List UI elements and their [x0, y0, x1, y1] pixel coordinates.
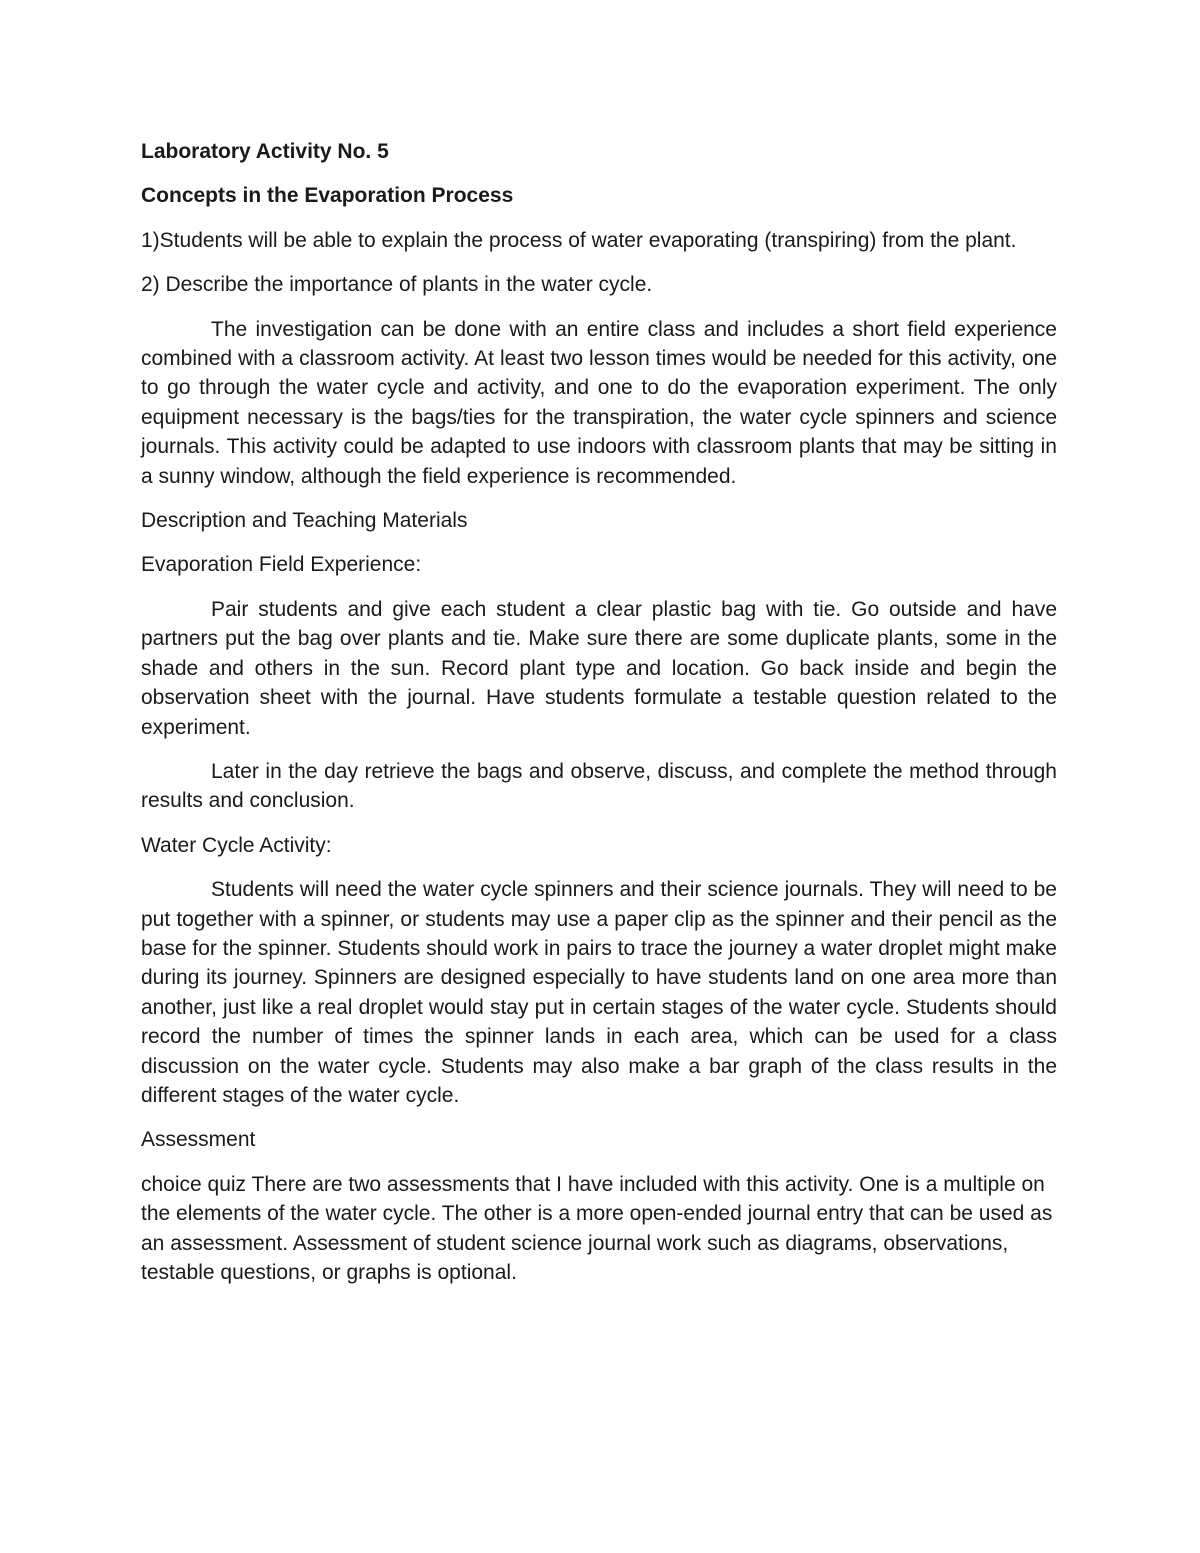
section-heading-water-cycle: Water Cycle Activity: — [141, 833, 332, 857]
objective-1: 1)Students will be able to explain the process of water evaporating (transpiring) from the plant. — [141, 228, 1017, 252]
intro-paragraph: The investigation can be done with an entire class and includes a short field experience combined with a classroom activity. At least two lesson times would be needed for this activity, one to go through the water cycle and activity, and one to do the evaporation experiment. The only equipment necessary is the bags/ties for the transpiration, the water cycle spinners and science journals. This activity could be adapted to use indoors with classroom plants that may be sitting in a sunny window, although the field experience is recommended. — [141, 317, 1057, 488]
document-page — [141, 137, 1057, 1302]
section-heading-description: Description and Teaching Materials — [141, 509, 468, 533]
assessment-paragraph: choice quiz There are two assessments that I have included with this activity. One is a multiple on the elements of the water cycle. The other is a more open-ended journal entry that can be used as an assessment. Assessment of student science journal work such as diagrams, observations, testable questions, or graphs is optional. — [141, 1172, 1053, 1284]
section-heading-assessment: Assessment — [141, 1128, 256, 1152]
water-cycle-paragraph: Students will need the water cycle spinners and their science journals. They will need to be put together with a spinner, or students may use a paper clip as the spinner and their pencil as the base for the spinner. Students should work in pairs to trace the journey a water droplet might make during its journey. Spinners are designed especially to have students land on one area more than another, just like a real droplet would stay put in certain stages of the water cycle. Students should record the number of times the spinner lands in each area, which can be used for a class discussion on the water cycle. Students may also make a bar graph of the class results in the different stages of the water cycle. — [141, 878, 1057, 1107]
field-paragraph-1: Pair students and give each student a clear plastic bag with tie. Go outside and have partners put the bag over plants and tie. Make sure there are some duplicate plants, some in the shade and others in the sun. Record plant type and location. Go back inside and begin the observation sheet with the journal. Have students formulate a testable question related to the experiment. — [141, 597, 1057, 739]
section-heading-field-experience: Evaporation Field Experience: — [141, 553, 422, 577]
document-title: Laboratory Activity No. 5 — [141, 140, 389, 163]
document-subtitle: Concepts in the Evaporation Process — [141, 184, 514, 208]
field-paragraph-2: Later in the day retrieve the bags and observe, discuss, and complete the method through results and conclusion. — [141, 759, 1057, 813]
objective-2: 2) Describe the importance of plants in the water cycle. — [141, 273, 653, 297]
